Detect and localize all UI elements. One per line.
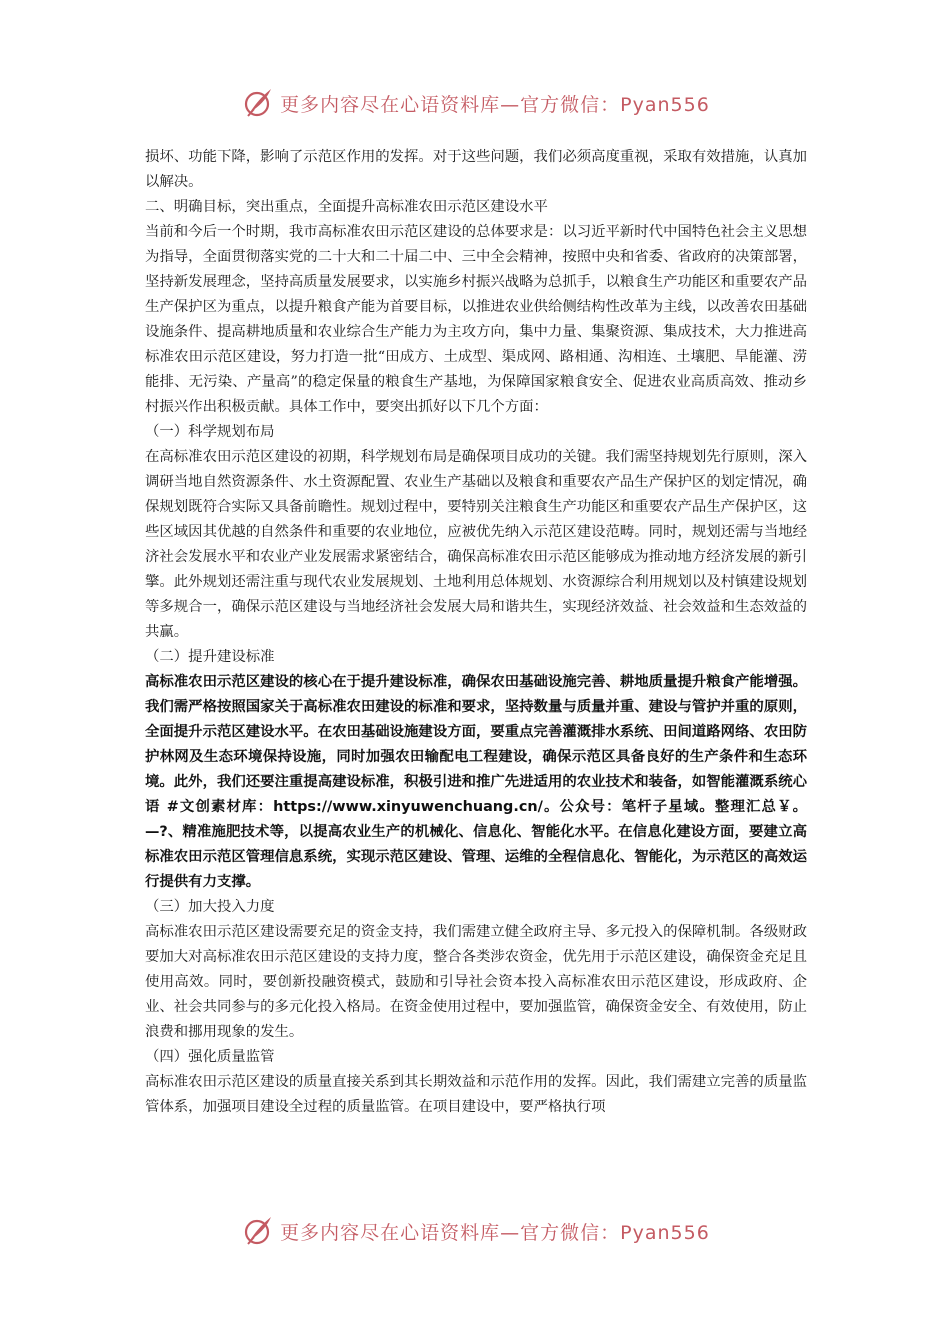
- paragraph: 损坏、功能下降，影响了示范区作用的发挥。对于这些问题，我们必须高度重视，采取有效措施，认真加以解决。: [145, 149, 807, 190]
- paragraph: 高标准农田示范区建设的质量直接关系到其长期效益和示范作用的发挥。因此，我们需建立完善的质量监管体系，加强项目建设全过程的质量监管。在项目建设中，要严格执行项: [145, 1074, 807, 1115]
- section-heading: （四）强化质量监管: [145, 1049, 275, 1065]
- document-body: [145, 145, 807, 1120]
- header-banner: [0, 83, 950, 123]
- section-heading: （二）提升建设标准: [145, 649, 275, 665]
- paragraph: 高标准农田示范区建设的核心在于提升建设标准，确保农田基础设施完善、耕地质量提升粮食产能增强。我们需严格按照国家关于高标准农田建设的标准和要求，坚持数量与质量并重、建设与管护并重的原则，全面提升示范区建设水平。在农田基础设施建设方面，要重点完善灌溉排水系统、田间道路网络、农田防护林网及生态环境保持设施，同时加强农田输配电工程建设，确保示范区具备良好的生产条件和生态环境。此外，我们还要注重提高建设标准，积极引进和推广先进适用的农业技术和装备，如智能灌溉系统心语 #文创素材库：https://www.xinyuwenchuang.cn/。公众号：笔杆子星域。整理汇总￥。—?、精准施肥技术等，以提高农业生产的机械化、信息化、智能化水平。在信息化建设方面，要建立高标准农田示范区管理信息系统，实现示范区建设、管理、运维的全程信息化、智能化，为示范区的高效运行提供有力支撑。: [145, 674, 807, 890]
- banner-text: 更多内容尽在心语资料库—官方微信：Pyan556: [280, 1221, 710, 1244]
- section-heading: 二、明确目标，突出重点，全面提升高标准农田示范区建设水平: [145, 199, 548, 215]
- section-heading: （三）加大投入力度: [145, 899, 275, 915]
- section-heading: （一）科学规划布局: [145, 424, 275, 440]
- paragraph: 当前和今后一个时期，我市高标准农田示范区建设的总体要求是：以习近平新时代中国特色社会主义思想为指导，全面贯彻落实党的二十大和二十届二中、三中全会精神，按照中央和省委、省政府的决策部署，坚持新发展理念，坚持高质量发展要求，以实施乡村振兴战略为总抓手，以粮食生产功能区和重要农产品生产保护区为重点，以提升粮食产能为首要目标，以推进农业供给侧结构性改革为主线，以改善农田基础设施条件、提高耕地质量和农业综合生产能力为主攻方向，集中力量、集聚资源、集成技术，大力推进高标准农田示范区建设，努力打造一批“田成方、土成型、渠成网、路相通、沟相连、土壤肥、旱能灌、涝能排、无污染、产量高”的稳定保量的粮食生产基地，为保障国家粮食安全、促进农业高质高效、推动乡村振兴作出积极贡献。具体工作中，要突出抓好以下几个方面：: [145, 224, 807, 415]
- banner-text: 更多内容尽在心语资料库—官方微信：Pyan556: [280, 93, 710, 116]
- footer-banner: [0, 1211, 950, 1251]
- feather-quill-icon: [240, 86, 274, 120]
- feather-quill-icon: [240, 1214, 274, 1248]
- paragraph: 在高标准农田示范区建设的初期，科学规划布局是确保项目成功的关键。我们需坚持规划先行原则，深入调研当地自然资源条件、水土资源配置、农业生产基础以及粮食和重要农产品生产保护区的划定情况，确保规划既符合实际又具备前瞻性。规划过程中，要特别关注粮食生产功能区和重要农产品生产保护区，这些区域因其优越的自然条件和重要的农业地位，应被优先纳入示范区建设范畴。同时，规划还需与当地经济社会发展水平和农业产业发展需求紧密结合，确保高标准农田示范区能够成为推动地方经济发展的新引擎。此外规划还需注重与现代农业发展规划、土地利用总体规划、水资源综合利用规划以及村镇建设规划等多规合一，确保示范区建设与当地经济社会发展大局和谐共生，实现经济效益、社会效益和生态效益的共赢。: [145, 449, 807, 640]
- paragraph: 高标准农田示范区建设需要充足的资金支持，我们需建立健全政府主导、多元投入的保障机制。各级财政要加大对高标准农田示范区建设的支持力度，整合各类涉农资金，优先用于示范区建设，确保资金充足且使用高效。同时，要创新投融资模式，鼓励和引导社会资本投入高标准农田示范区建设，形成政府、企业、社会共同参与的多元化投入格局。在资金使用过程中，要加强监管，确保资金安全、有效使用，防止浪费和挪用现象的发生。: [145, 924, 807, 1040]
